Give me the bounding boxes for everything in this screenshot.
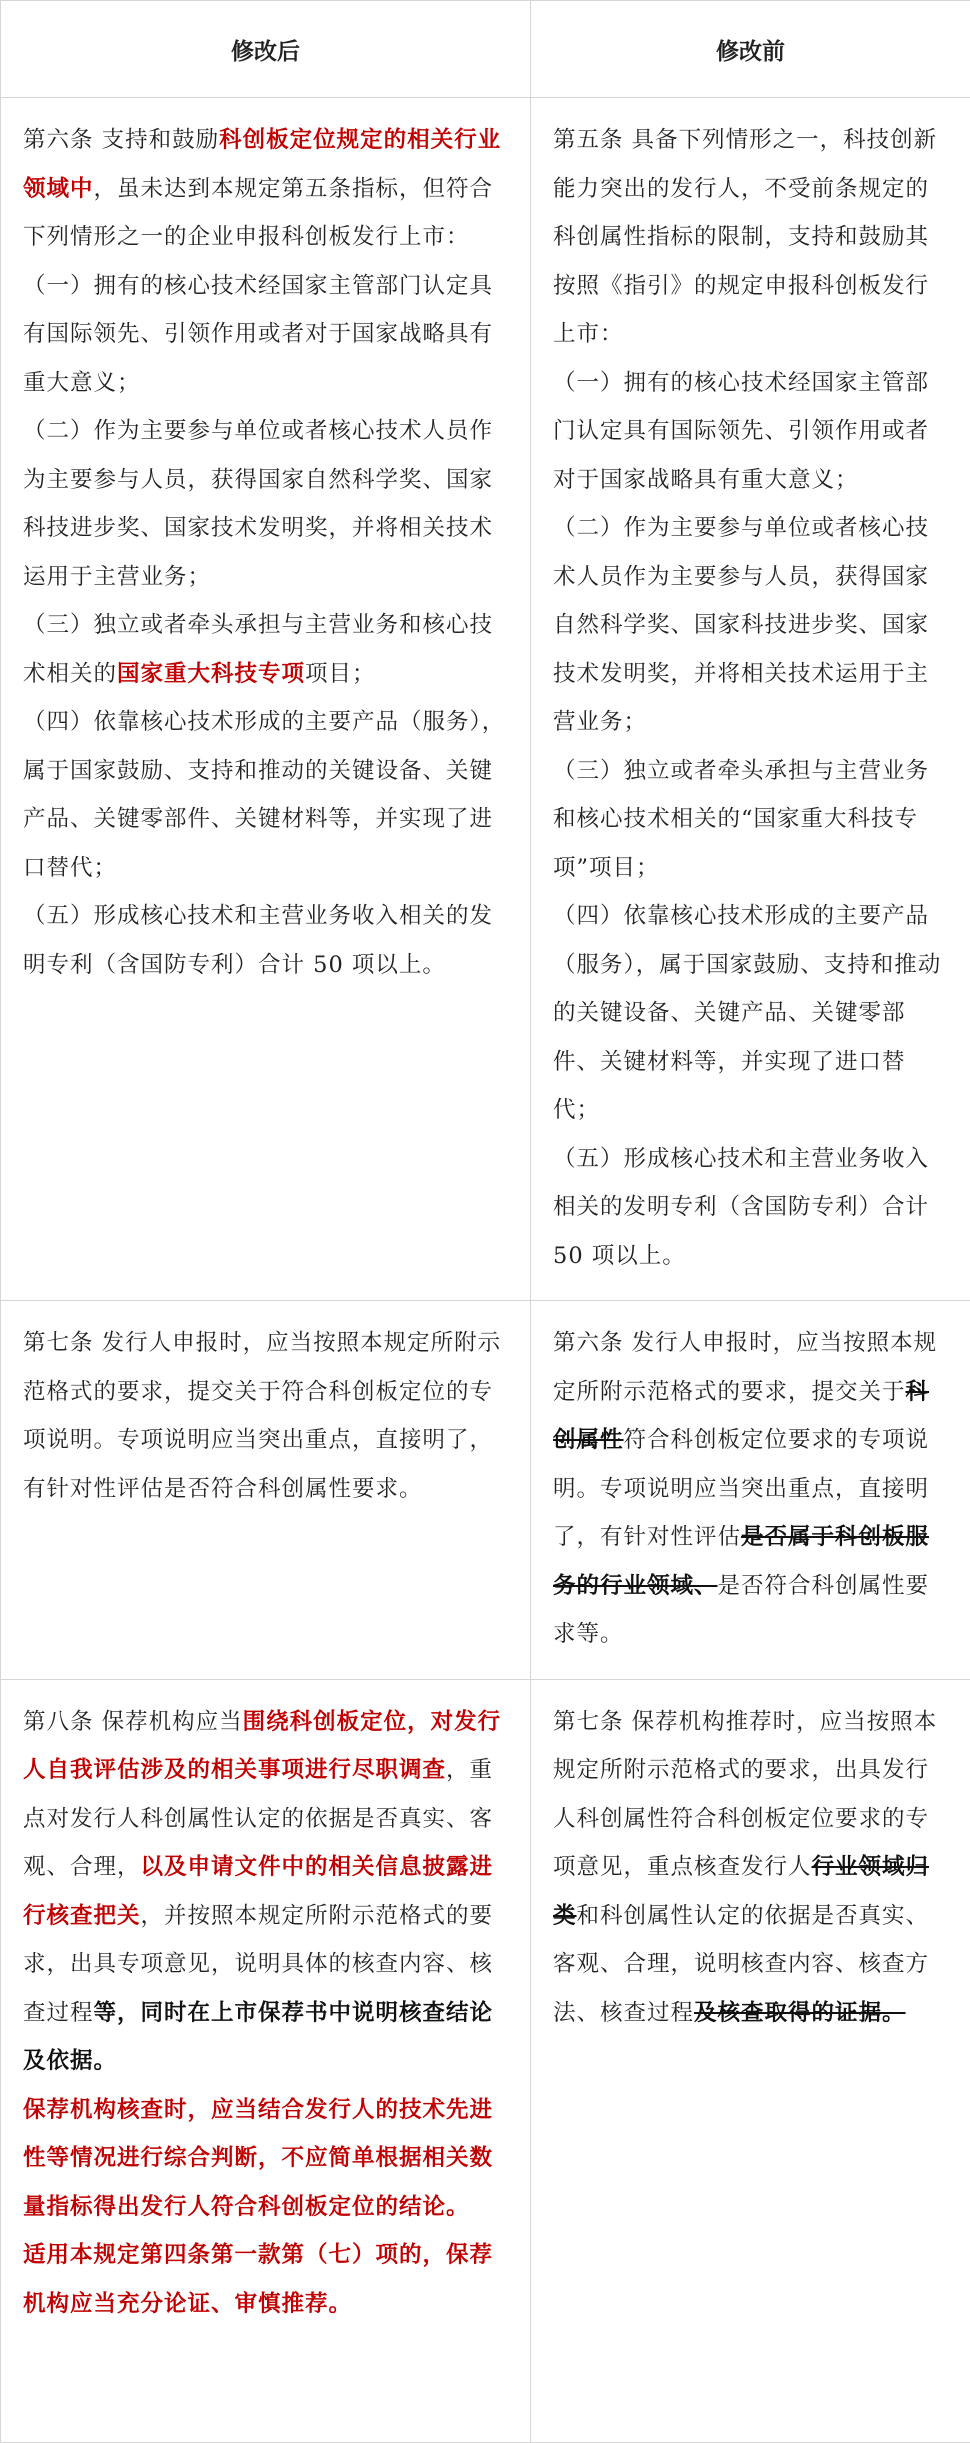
after-cell — [1, 98, 531, 1301]
clause-paragraph — [553, 1319, 950, 1659]
text-segment: 项目； — [305, 661, 376, 687]
text-red: 国家重大科技专项 — [117, 661, 305, 687]
table-row — [1, 1301, 970, 1680]
text-strike: 行业领域归类 — [553, 1854, 929, 1929]
text-segment: 第六条 发行人申报时，应当按照本规定所附示范格式的要求，提交关于 — [553, 1330, 937, 1405]
clause-paragraph — [553, 504, 950, 747]
text-segment: （四）依靠核心技术形成的主要产品（服务），属于国家鼓励、支持和推动的关键设备、关键产品、关键零部件、关键材料等，并实现了进口替代； — [553, 903, 941, 1123]
text-segment: ，重点对发行人科创属性认定的依据是否真实、客观、合理， — [23, 1757, 493, 1880]
clause-paragraph — [553, 1135, 950, 1281]
clause-paragraph — [23, 1319, 508, 1513]
text-bold: 等，同时在上市保荐书中说明核查结论及依据。 — [23, 2000, 493, 2075]
clause-paragraph — [23, 1698, 508, 2086]
text-strike: 科创属性 — [553, 1379, 929, 1454]
clause-paragraph — [23, 262, 508, 408]
after-cell — [1, 1679, 531, 2442]
text-segment: 第五条 具备下列情形之一，科技创新能力突出的发行人，不受前条规定的科创属性指标的限制，支持和鼓励其按照《指引》的规定申报科创板发行上市： — [553, 127, 937, 347]
text-segment: 第八条 保荐机构应当 — [23, 1709, 243, 1735]
text-segment: 符合科创板定位要求的专项说明。专项说明应当突出重点，直接明了，有针对性评估 — [553, 1427, 929, 1550]
text-red: 适用本规定第四条第一款第（七）项的，保荐机构应当充分论证、审慎推荐。 — [23, 2242, 493, 2317]
clause-paragraph — [23, 407, 508, 601]
text-red: 围绕科创板定位，对发行人自我评估涉及的相关事项进行尽职调查 — [23, 1709, 501, 1784]
before-cell — [531, 1301, 970, 1680]
text-segment: 是否符合科创属性要求等。 — [553, 1573, 929, 1648]
text-segment: ，虽未达到本规定第五条指标，但符合下列情形之一的企业申报科创板发行上市： — [23, 176, 493, 251]
clause-paragraph — [553, 892, 950, 1135]
text-segment: 和科创属性认定的依据是否真实、客观、合理，说明核查内容、核查方法、核查过程 — [553, 1903, 929, 2026]
before-cell — [531, 1679, 970, 2442]
clause-paragraph — [23, 2231, 508, 2328]
text-segment: （二）作为主要参与单位或者核心技术人员作为主要参与人员，获得国家自然科学奖、国家科技进步奖、国家技术发明奖，并将相关技术运用于主营业务； — [553, 515, 929, 735]
clause-paragraph — [553, 747, 950, 893]
text-segment: （一）拥有的核心技术经国家主管部门认定具有国际领先、引领作用或者对于国家战略具有重大意义； — [553, 370, 929, 493]
text-red: 保荐机构核查时，应当结合发行人的技术先进性等情况进行综合判断，不应简单根据相关数量指标得出发行人符合科创板定位的结论。 — [23, 2097, 493, 2220]
text-red: 科创板定位规定的相关行业领域中 — [23, 127, 501, 202]
text-segment: （五）形成核心技术和主营业务收入相关的发明专利（含国防专利）合计 50 项以上。 — [553, 1146, 929, 1269]
text-red: 以及申请文件中的相关信息披露进行核查把关 — [23, 1854, 493, 1929]
text-segment: （三）独立或者牵头承担与主营业务和核心技术相关的 — [23, 612, 493, 687]
clause-paragraph — [23, 116, 508, 262]
header-before: 修改前 — [531, 1, 970, 98]
clause-paragraph — [23, 698, 508, 892]
text-segment: （五）形成核心技术和主营业务收入相关的发明专利（含国防专利）合计 50 项以上。 — [23, 903, 493, 978]
table-row — [1, 98, 970, 1301]
clause-paragraph — [23, 601, 508, 698]
text-segment: （二）作为主要参与单位或者核心技术人员作为主要参与人员，获得国家自然科学奖、国家科技进步奖、国家技术发明奖，并将相关技术运用于主营业务； — [23, 418, 493, 590]
clause-paragraph — [23, 892, 508, 989]
header-row — [1, 1, 970, 98]
text-segment: 第七条 保荐机构推荐时，应当按照本规定所附示范格式的要求，出具发行人科创属性符合科创板定位要求的专项意见，重点核查发行人 — [553, 1709, 937, 1881]
text-strike: 是否属于科创板服务的行业领域、 — [553, 1524, 929, 1599]
after-cell — [1, 1301, 531, 1680]
clause-paragraph — [23, 2086, 508, 2232]
text-segment: 第七条 发行人申报时，应当按照本规定所附示范格式的要求，提交关于符合科创板定位的专项说明。专项说明应当突出重点，直接明了，有针对性评估是否符合科创属性要求。 — [23, 1330, 501, 1502]
table-row — [1, 1679, 970, 2442]
text-strike: 及核查取得的证据。 — [694, 2000, 906, 2026]
text-segment: （一）拥有的核心技术经国家主管部门认定具有国际领先、引领作用或者对于国家战略具有重大意义； — [23, 273, 493, 396]
text-segment: 第六条 支持和鼓励 — [23, 127, 219, 153]
before-cell — [531, 98, 970, 1301]
clause-paragraph — [553, 359, 950, 505]
clause-paragraph — [553, 1698, 950, 2038]
header-after: 修改后 — [1, 1, 531, 98]
clause-paragraph — [553, 116, 950, 359]
text-segment: ，并按照本规定所附示范格式的要求，出具专项意见，说明具体的核查内容、核查过程 — [23, 1903, 493, 2026]
text-segment: （三）独立或者牵头承担与主营业务和核心技术相关的“国家重大科技专项”项目； — [553, 758, 929, 881]
text-segment: （四）依靠核心技术形成的主要产品（服务），属于国家鼓励、支持和推动的关键设备、关键产品、关键零部件、关键材料等，并实现了进口替代； — [23, 709, 505, 881]
